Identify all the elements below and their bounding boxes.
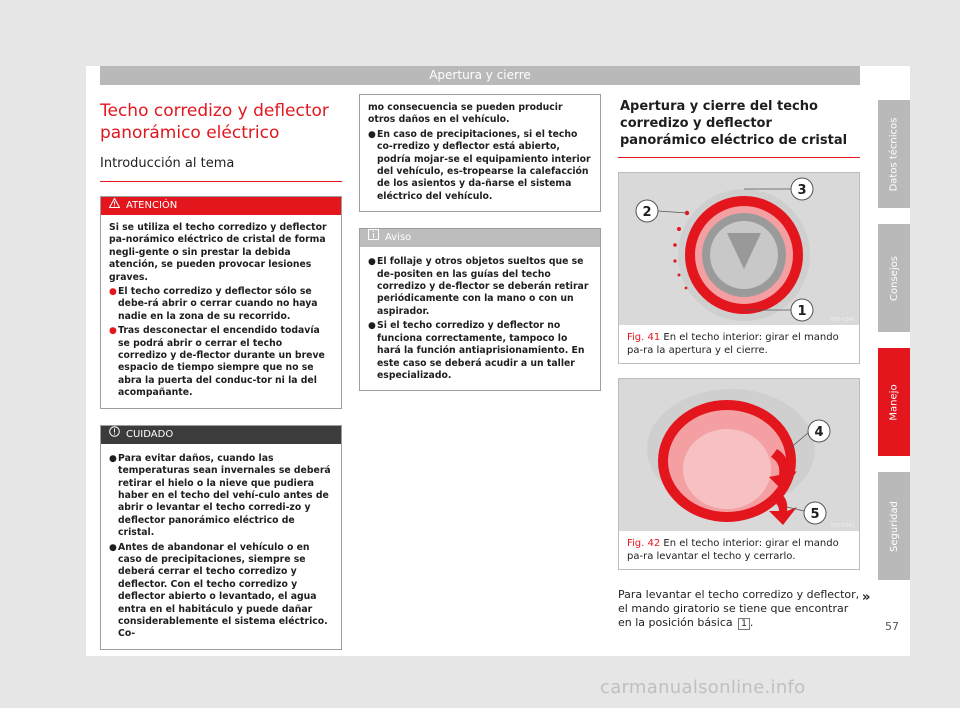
list-item: ● Si el techo corredizo y deflector no funciona correctamente, tampoco lo hará la función antiaprisionamiento. En este caso se deberá acudir a un taller especializado. xyxy=(368,320,585,381)
caution-box xyxy=(100,425,342,650)
warning-intro: Si se utiliza el techo corredizo y deflector pa-norámico eléctrico de cristal de forma negli-gente o sin prestar la debida atención, se pueden provocar lesiones graves. xyxy=(109,222,327,283)
figure-42-code: B5F-0341 xyxy=(830,523,855,529)
figure-41-image xyxy=(619,173,859,325)
section-title: Techo corredizo y deflector panorámico eléctrico xyxy=(100,101,329,143)
body-paragraph: Para levantar el techo corredizo y deflector, el mando giratorio se tiene que encontrar en la posición básica 1 . xyxy=(618,588,860,629)
list-item: ● El techo corredizo y deflector sólo se debe-rá abrir o cerrar cuando no haya nadie en la zona de su recorrido. xyxy=(109,286,318,322)
note-header xyxy=(360,229,600,247)
warning-label: ATENCIÓN xyxy=(126,200,178,211)
note-box xyxy=(359,228,601,391)
warning-header xyxy=(101,197,341,215)
column-right xyxy=(618,94,860,630)
caution-circle-icon xyxy=(109,426,120,444)
tab-datos-tecnicos[interactable]: Datos técnicos xyxy=(878,100,910,208)
figure-41-code: B5F-0340 xyxy=(830,317,855,323)
callout-3: 3 xyxy=(797,183,807,198)
warning-triangle-icon xyxy=(109,197,120,215)
warning-box xyxy=(100,196,342,409)
watermark: carmanualsonline.info xyxy=(600,677,806,698)
figure-42 xyxy=(618,378,860,570)
list-item: ● En caso de precipitaciones, si el techo co-rredizo y deflector está abierto, podría mojar-se el equipamiento interior del vehículo, es-tropearse la calefacción de los asientos y da-ñarse el sistema eléctrico del vehículo. xyxy=(368,128,591,202)
list-item: ● Para evitar daños, cuando las temperaturas sean invernales se deberá retirar el hielo o la nieve que pudiera haber en el techo del vehí-culo antes de abrir o levantar el techo corredi-zo y deflector panorámico eléctrico de cristal. xyxy=(109,452,331,539)
caution-continued-intro: mo consecuencia se pueden producir otros daños en el vehículo. xyxy=(368,102,563,126)
caution-label: CUIDADO xyxy=(126,428,174,440)
warning-body xyxy=(101,215,341,408)
section-subtitle: Introducción al tema xyxy=(100,156,342,182)
rotary-knob-open-close-illustration xyxy=(619,173,859,325)
tab-consejos[interactable]: Consejos xyxy=(878,224,910,332)
figure-42-image xyxy=(619,379,859,531)
note-label: Aviso xyxy=(385,232,412,244)
figure-41-text: En el techo interior: girar el mando pa-ra la apertura y el cierre. xyxy=(627,332,839,356)
figure-41-caption xyxy=(619,325,859,363)
figure-42-label: Fig. 42 xyxy=(627,538,661,549)
caution-body xyxy=(101,444,341,649)
note-body xyxy=(360,247,600,390)
tab-seguridad[interactable]: Seguridad xyxy=(878,472,910,580)
position-ref-badge: 1 xyxy=(738,618,750,630)
column-left xyxy=(100,94,342,650)
running-header: Apertura y cierre xyxy=(100,66,860,85)
rotary-knob-tilt-illustration xyxy=(619,379,859,531)
figure-41-label: Fig. 41 xyxy=(627,332,661,343)
caution-header xyxy=(101,426,341,444)
subsection-title: Apertura y cierre del techo corredizo y deflector panorámico eléctrico de cristal xyxy=(618,94,860,158)
figure-42-text: En el techo interior: girar el mando pa-ra levantar el techo y cerrarlo. xyxy=(627,538,839,562)
figure-41 xyxy=(618,172,860,364)
tab-manejo[interactable]: Manejo xyxy=(878,348,910,456)
callout-4: 4 xyxy=(814,425,824,440)
caution-box-continued xyxy=(359,94,601,212)
column-middle xyxy=(359,94,601,391)
continue-arrow-icon: » xyxy=(862,590,871,605)
page-number: 57 xyxy=(885,620,899,633)
callout-5: 5 xyxy=(810,507,820,522)
caution-continued-body xyxy=(360,95,600,211)
list-item: ● Tras desconectar el encendido todavía se podrá abrir o cerrar el techo corredizo y de-flector durante un breve espacio de tiempo siempre que no se abra la puerta del conduc-tor ni la del acompañante. xyxy=(109,325,325,399)
note-icon xyxy=(368,229,379,247)
figure-42-caption xyxy=(619,531,859,569)
callout-1: 1 xyxy=(797,304,807,319)
callout-2: 2 xyxy=(642,205,652,220)
list-item: ● Antes de abandonar el vehículo o en caso de precipitaciones, siempre se deberá cerrar el techo corredizo y deflector. Con el techo corredizo y deflector abierto o levantado, el agua entra en el habitáculo y puede dañar considerablemente el sistema eléctrico. Co- xyxy=(109,541,328,640)
list-item: ● El follaje y otros objetos sueltos que se de-positen en las guías del techo corredizo y de-flector se deberán retirar periódicamente con la mano o con un aspirador. xyxy=(368,256,589,317)
